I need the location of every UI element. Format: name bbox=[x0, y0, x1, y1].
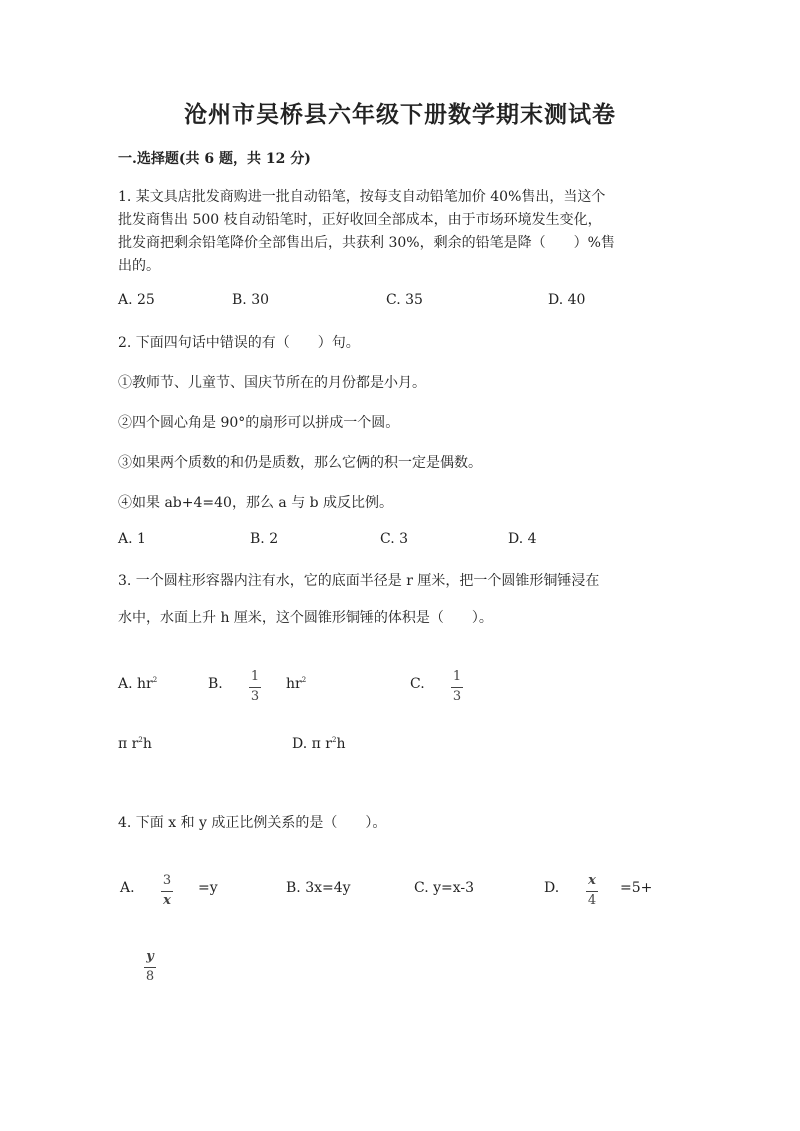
q3-option-b-base: hr bbox=[286, 676, 302, 692]
q4-option-a-denominator: x bbox=[163, 893, 171, 908]
fraction-bar bbox=[249, 687, 261, 688]
q3-option-c-numerator: 1 bbox=[452, 669, 462, 684]
question-1-line-3: 批发商把剩余铅笔降价全部售出后，共获利 30%，剩余的铅笔是降（ ）%售 bbox=[118, 235, 615, 251]
q4-option-c: C. y=x-3 bbox=[414, 880, 475, 896]
question-1-line-2: 批发商售出 500 枝自动铅笔时，正好收回全部成本，由于市场环境发生变化， bbox=[118, 212, 602, 228]
q2-statement-3: ③如果两个质数的和仍是质数，那么它俩的积一定是偶数。 bbox=[118, 455, 482, 471]
q3-option-b-numerator: 1 bbox=[250, 669, 260, 684]
question-4-stem: 4. 下面 x 和 y 成正比例关系的是（ ）。 bbox=[118, 815, 387, 831]
q3-option-d-exponent: 2 bbox=[331, 736, 337, 744]
question-1-line-1: 1. 某文具店批发商购进一批自动铅笔，按每支自动铅笔加价 40%售出，当这个 bbox=[118, 189, 606, 205]
q2-option-b: B. 2 bbox=[250, 531, 279, 547]
q3-option-c-label: C. bbox=[410, 676, 425, 692]
q3-option-b-text bbox=[286, 676, 306, 692]
q1-option-a: A. 25 bbox=[118, 292, 155, 308]
q3-option-c-fraction bbox=[451, 670, 463, 704]
question-3-line-2: 水中，水面上升 h 厘米，这个圆锥形铜锤的体积是（ ）。 bbox=[118, 610, 493, 626]
q4-option-d-denominator: 4 bbox=[587, 893, 597, 908]
q3-option-d-suffix: h bbox=[336, 736, 346, 752]
q2-statement-1: ①教师节、儿童节、国庆节所在的月份都是小月。 bbox=[118, 375, 426, 391]
q3-option-c-exponent: 2 bbox=[138, 736, 143, 744]
q1-option-b: B. 30 bbox=[232, 292, 270, 308]
q4-option-d-fraction-2 bbox=[144, 950, 156, 984]
q3-option-c-base: π r bbox=[118, 736, 139, 752]
q3-option-b-exponent: 2 bbox=[301, 676, 307, 684]
q2-option-d: D. 4 bbox=[508, 531, 537, 547]
q3-option-d bbox=[292, 736, 345, 752]
q3-option-d-base: D. π r bbox=[292, 736, 332, 752]
q4-option-a-numerator: 3 bbox=[162, 873, 172, 888]
q4-option-a-tail: =y bbox=[198, 880, 218, 896]
q3-option-a bbox=[118, 676, 157, 692]
fraction-bar bbox=[451, 687, 463, 688]
q1-option-d: D. 40 bbox=[548, 292, 586, 308]
q4-option-d-tail: =5+ bbox=[620, 880, 653, 896]
q1-option-c: C. 35 bbox=[386, 292, 423, 308]
q3-option-b-fraction bbox=[249, 670, 261, 704]
q3-option-b-label: B. bbox=[208, 676, 223, 692]
q4-option-d-numerator: x bbox=[588, 873, 596, 888]
q2-statement-2: ②四个圆心角是 90°的扇形可以拼成一个圆。 bbox=[118, 415, 400, 431]
page-title: 沧州市吴桥县六年级下册数学期末测试卷 bbox=[184, 101, 616, 128]
q4-option-b: B. 3x=4y bbox=[286, 880, 351, 896]
q3-option-a-exponent: 2 bbox=[152, 676, 158, 684]
q3-option-b-denominator: 3 bbox=[250, 689, 260, 704]
q3-option-c-continued bbox=[118, 736, 152, 752]
q4-option-d-label: D. bbox=[544, 880, 560, 896]
question-1-line-4: 出的。 bbox=[118, 258, 160, 274]
fraction-bar bbox=[144, 967, 156, 968]
q2-option-c: C. 3 bbox=[380, 531, 409, 547]
q4-option-d-fraction bbox=[586, 874, 598, 908]
q2-option-a: A. 1 bbox=[118, 531, 146, 547]
question-3-line-1: 3. 一个圆柱形容器内注有水，它的底面半径是 r 厘米，把一个圆锥形铜锤浸在 bbox=[118, 573, 600, 589]
q3-option-c-denominator: 3 bbox=[452, 689, 462, 704]
question-2-stem: 2. 下面四句话中错误的有（ ）句。 bbox=[118, 335, 360, 351]
q4-option-d-fraction-2-denominator: 8 bbox=[145, 969, 155, 984]
q4-option-d-fraction-2-numerator: y bbox=[146, 949, 154, 964]
fraction-bar bbox=[161, 891, 173, 892]
q3-option-c-suffix: h bbox=[142, 736, 152, 752]
q4-option-a-fraction bbox=[161, 874, 173, 908]
fraction-bar bbox=[586, 891, 598, 892]
q4-option-a-label: A. bbox=[120, 880, 135, 896]
section-heading: 一.选择题(共 6 题，共 12 分) bbox=[118, 151, 311, 167]
q2-statement-4: ④如果 ab+4=40，那么 a 与 b 成反比例。 bbox=[118, 495, 394, 511]
q3-option-a-text: A. hr bbox=[118, 676, 153, 692]
